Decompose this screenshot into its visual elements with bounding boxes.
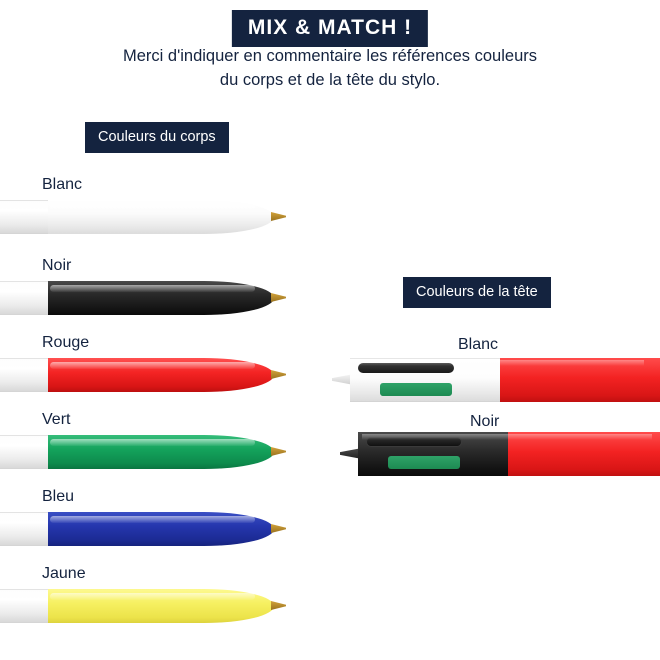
subtitle-line-1: Merci d'indiquer en commentaire les références couleurs <box>122 47 537 65</box>
head-color-label-noir: Noir <box>470 413 500 430</box>
pen-barrel-color <box>48 589 274 623</box>
subtitle-line-2: du corps et de la tête du stylo. <box>219 71 441 89</box>
pen-grip <box>0 358 50 392</box>
pen-clip-icon <box>366 437 462 447</box>
pen-grip <box>0 435 50 469</box>
page-title: MIX & MATCH ! <box>232 10 428 47</box>
pen-tip-icon <box>271 601 286 610</box>
pen-head-barrel <box>508 432 660 476</box>
body-color-label-rouge: Rouge <box>42 334 90 351</box>
page-subtitle <box>0 44 660 92</box>
body-color-label-bleu: Bleu <box>42 488 75 505</box>
pen-tip-icon <box>271 212 286 221</box>
pen-barrel-color <box>48 358 274 392</box>
pen-grip <box>0 512 50 546</box>
pen-barrel-color <box>48 435 274 469</box>
head-color-label-blanc: Blanc <box>458 336 499 353</box>
pen-tip-icon <box>271 370 286 379</box>
pen-tip-icon <box>271 524 286 533</box>
pen-barrel-color <box>48 281 274 315</box>
pen-grip <box>0 200 50 234</box>
pen-grip <box>0 589 50 623</box>
body-color-label-blanc: Blanc <box>42 176 83 193</box>
pen-grip <box>0 281 50 315</box>
body-color-label-noir: Noir <box>42 257 72 274</box>
pen-pusher-green <box>388 456 460 469</box>
pen-barrel-color <box>48 200 274 234</box>
body-color-label-vert: Vert <box>42 411 71 428</box>
pen-tip-icon <box>271 447 286 456</box>
pen-barrel-color <box>48 512 274 546</box>
section-tag-body-colors: Couleurs du corps <box>85 122 229 153</box>
section-tag-head-colors: Couleurs de la tête <box>403 277 551 308</box>
body-color-label-jaune: Jaune <box>42 565 86 582</box>
pen-tip-icon <box>271 293 286 302</box>
pen-head-noir <box>340 432 660 476</box>
pen-pusher-green <box>380 383 452 396</box>
pen-head-barrel <box>500 358 660 402</box>
pen-head-blanc <box>332 358 660 402</box>
pen-clip-icon <box>358 363 454 373</box>
